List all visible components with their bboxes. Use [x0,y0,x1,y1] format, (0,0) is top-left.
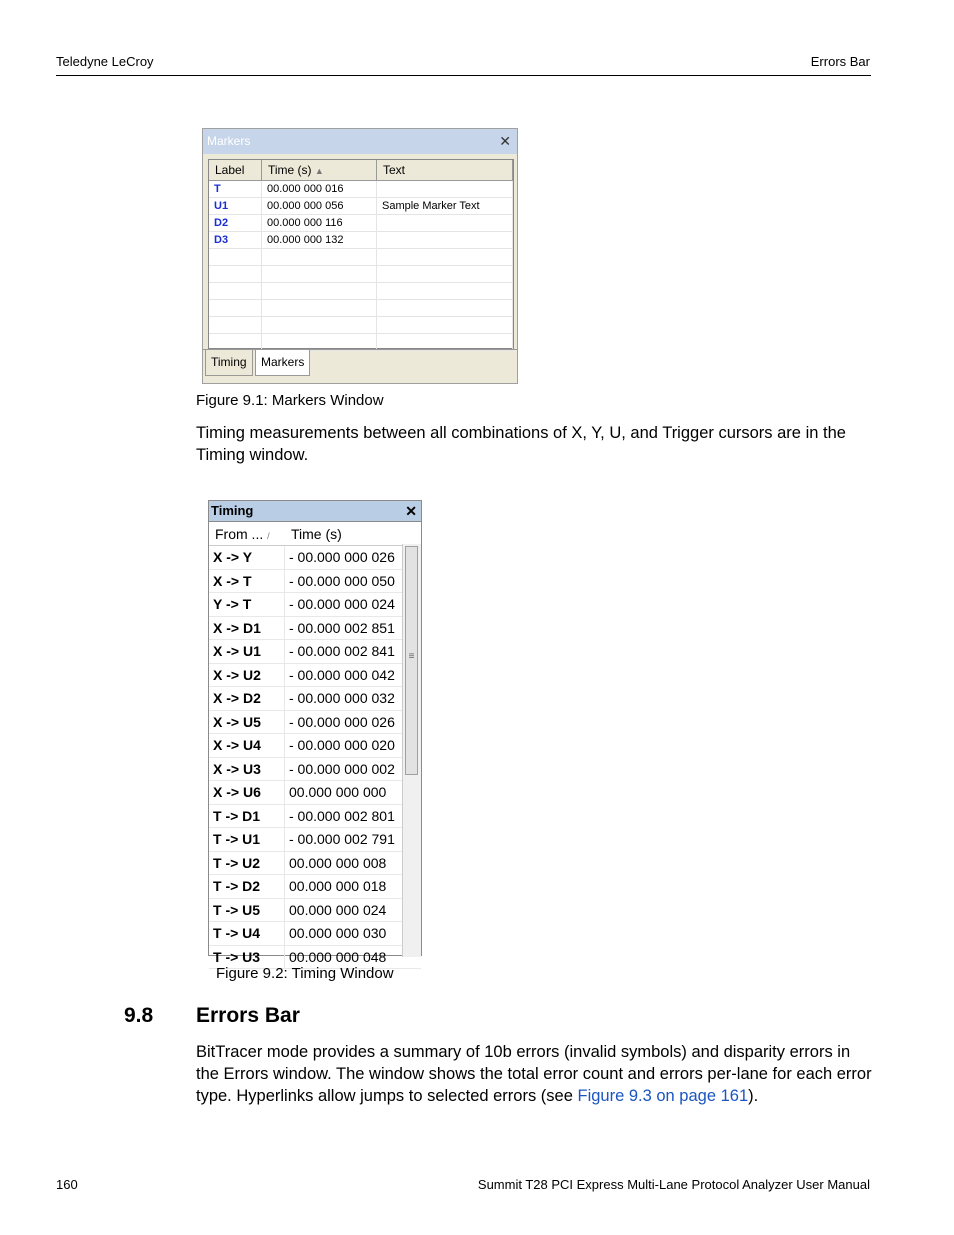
tab-markers[interactable]: Markers [255,350,310,376]
header-company: Teledyne LeCroy [56,54,154,69]
timing-from: X -> U6 [209,781,285,804]
timing-value: 00.000 000 024 [289,901,387,918]
table-row[interactable] [209,198,513,215]
header-rule [56,75,871,76]
header-section: Errors Bar [810,54,870,69]
timing-value: - 00.000 002 851 [289,619,395,636]
timing-from: X -> U5 [209,711,285,734]
markers-tab-strip [203,349,517,383]
empty-row [209,317,513,334]
timing-value: - 00.000 002 841 [289,643,395,659]
timing-value: - 00.000 000 026 [289,549,395,565]
table-row[interactable] [209,664,421,688]
marker-text [377,181,513,197]
table-row[interactable] [209,828,421,852]
timing-value: - 00.000 000 042 [289,666,395,683]
column-header-text[interactable]: Text [377,160,513,180]
table-row[interactable] [209,805,421,829]
paragraph-1: Timing measurements between all combinations of X, Y, U, and Trigger cursors are in the Timing window. [196,424,846,464]
marker-label: D3 [209,232,262,248]
empty-row [209,283,513,300]
timing-value: - 00.000 002 801 [289,807,395,824]
column-header-label[interactable]: Label [209,160,262,180]
sort-arrow-icon: ▲ [314,166,324,176]
timing-from: T -> D2 [209,875,285,898]
table-row[interactable] [209,875,421,899]
table-row[interactable] [209,232,513,249]
sort-arrow-icon: / [267,531,270,541]
table-row[interactable] [209,758,421,782]
marker-time: 00.000 000 016 [262,181,377,197]
paragraph-2-end: ). [748,1087,759,1105]
timing-value: - 00.000 000 024 [289,596,395,612]
timing-value: - 00.000 000 002 [289,760,395,777]
markers-header-row [209,160,513,181]
marker-time: 00.000 000 056 [262,198,377,214]
close-icon[interactable]: ✕ [405,503,417,519]
empty-row [209,249,513,266]
timing-from: X -> U4 [209,734,285,757]
column-header-from-label: From ... [215,526,264,542]
paragraph-2-text: BitTracer mode provides a summary of 10b errors (invalid symbols) and disparity errors in the Errors window. The window shows the total error count and errors per-lane for each error type. Hyperlinks allow jumps to selected errors (see [196,1043,872,1105]
marker-text [377,215,513,231]
timing-from: Y -> T [209,593,285,616]
timing-from: X -> D1 [209,617,285,640]
empty-row [209,300,513,317]
marker-label: T [209,181,262,197]
timing-value: 00.000 000 000 [289,784,387,800]
figure-link[interactable]: Figure 9.3 on page 161 [577,1087,749,1105]
timing-title: Timing [211,503,254,518]
marker-label: U1 [209,198,262,214]
timing-from: X -> U3 [209,758,285,781]
timing-from: X -> D2 [209,687,285,710]
timing-rows [209,546,421,969]
page-number: 160 [56,1177,78,1192]
timing-header-row [209,522,421,546]
tab-timing[interactable]: Timing [205,350,253,376]
table-row[interactable] [209,181,513,198]
table-row[interactable] [209,640,421,664]
table-row[interactable] [209,899,421,923]
timing-from: T -> U3 [209,946,285,969]
table-row[interactable] [209,711,421,735]
table-row[interactable] [209,546,421,570]
markers-title: Markers [207,134,251,148]
timing-value: - 00.000 000 032 [289,690,395,706]
section-title: Errors Bar [196,1004,300,1027]
timing-value: - 00.000 000 020 [289,737,395,753]
column-header-time[interactable] [262,160,377,180]
timing-from: T -> D1 [209,805,285,828]
timing-from: X -> T [209,570,285,593]
marker-text [377,232,513,248]
marker-text: Sample Marker Text [377,198,513,214]
timing-window [208,500,422,965]
table-row[interactable] [209,687,421,711]
column-header-from[interactable] [209,522,285,545]
figure-caption-1: Figure 9.1: Markers Window [196,392,384,409]
timing-from: X -> Y [209,546,285,569]
timing-value: 00.000 000 008 [289,854,387,871]
timing-from: T -> U1 [209,828,285,851]
figure-caption-2: Figure 9.2: Timing Window [216,965,394,982]
timing-from: T -> U5 [209,899,285,922]
table-row[interactable] [209,781,421,805]
marker-time: 00.000 000 132 [262,232,377,248]
table-row[interactable] [209,922,421,946]
timing-value: 00.000 000 030 [289,925,387,941]
timing-value: 00.000 000 018 [289,878,387,894]
column-header-time[interactable]: Time (s) [291,526,342,542]
table-row[interactable] [209,734,421,758]
timing-value: - 00.000 000 050 [289,572,395,589]
timing-value: - 00.000 000 026 [289,713,395,730]
timing-title-bar [209,501,421,522]
section-number: 9.8 [124,1004,154,1027]
marker-time: 00.000 000 116 [262,215,377,231]
table-row[interactable] [209,617,421,641]
table-row[interactable] [209,593,421,617]
markers-grid [208,159,514,349]
paragraph-2 [196,1041,876,1107]
close-icon[interactable]: ✕ [499,133,511,149]
markers-title-bar [203,129,517,154]
table-row[interactable] [209,852,421,876]
timing-from: T -> U2 [209,852,285,875]
empty-row [209,266,513,283]
column-header-time-label: Time (s) [268,163,312,177]
scrollbar-thumb[interactable]: ≡ [405,546,418,775]
timing-from: X -> U2 [209,664,285,687]
timing-value: 00.000 000 048 [289,948,387,965]
markers-window [202,128,518,384]
timing-from: T -> U4 [209,922,285,945]
table-row[interactable] [209,215,513,232]
vertical-scrollbar[interactable] [402,544,421,957]
table-row[interactable] [209,570,421,594]
marker-label: D2 [209,215,262,231]
footer-title: Summit T28 PCI Express Multi-Lane Protocol Analyzer User Manual [477,1177,870,1192]
timing-value: - 00.000 002 791 [289,831,395,847]
timing-from: X -> U1 [209,640,285,663]
